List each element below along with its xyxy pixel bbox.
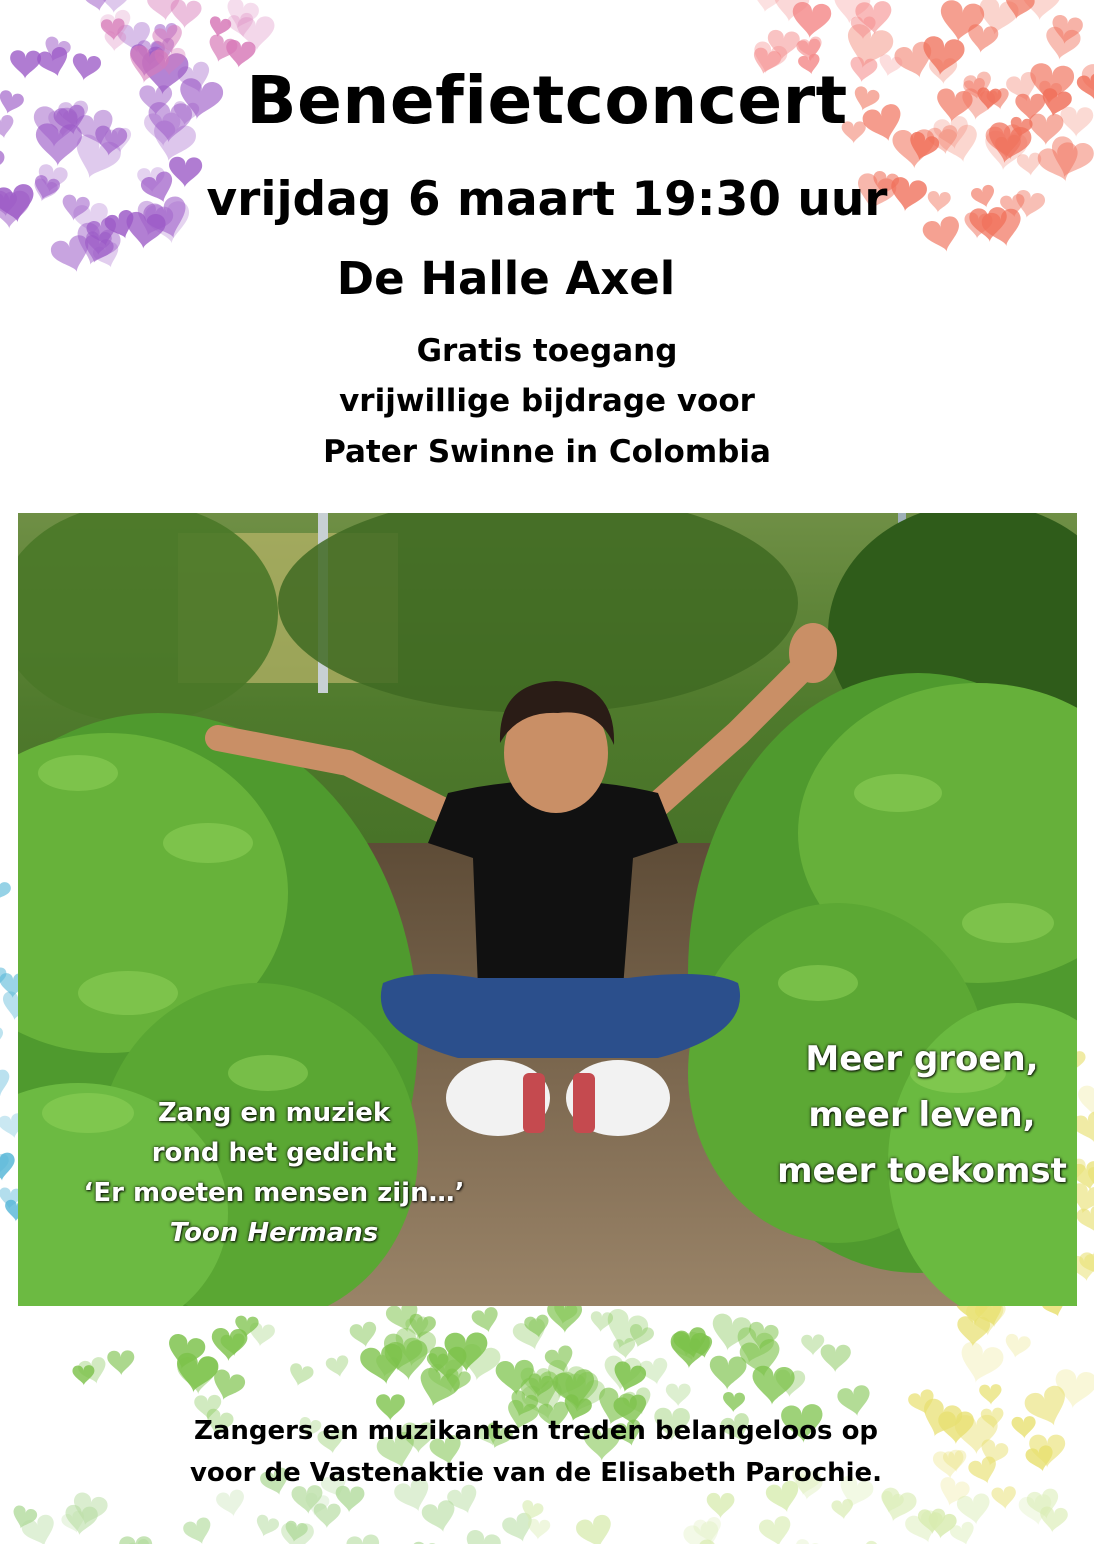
photo-slogan-right: [740, 1031, 1077, 1199]
footer-note: [0, 1410, 1072, 1494]
heart-icon: [470, 1306, 501, 1336]
heart-icon: [325, 1354, 352, 1379]
poem-title: ‘Er moeten mensen zijn…’: [83, 1178, 465, 1208]
heart-icon: [666, 1384, 691, 1407]
heart-icon: [252, 1513, 280, 1540]
heart-icon: [707, 1493, 735, 1518]
beneficiary-text: Pater Swinne in Colombia: [323, 434, 771, 470]
heart-icon: [286, 1362, 315, 1389]
heart-icon: [247, 1322, 275, 1349]
heart-icon: [956, 1492, 993, 1526]
slogan-line: meer toekomst: [777, 1151, 1067, 1191]
poem-author: Toon Hermans: [169, 1218, 379, 1248]
heart-icon: [280, 1522, 314, 1544]
caption-line: rond het gedicht: [151, 1138, 397, 1168]
slogan-line: meer leven,: [808, 1095, 1036, 1135]
heart-icon: [709, 1355, 747, 1390]
heart-icon: [119, 1536, 152, 1544]
photo-child-in-garden: [18, 513, 1077, 1306]
admission-text: Gratis toegang: [416, 333, 678, 369]
heart-icon: [527, 1518, 551, 1540]
heart-icon: [107, 1350, 135, 1376]
event-venue: De Halle Axel: [336, 252, 676, 305]
heart-icon: [574, 1513, 616, 1544]
heart-icon: [758, 1515, 795, 1544]
heart-icon: [1003, 1333, 1032, 1361]
heart-icon: [77, 1356, 111, 1388]
heart-icon: [589, 1311, 613, 1334]
slogan-line: Meer groen,: [805, 1039, 1039, 1079]
heart-icon: [313, 1503, 340, 1528]
heart-icon: [349, 1321, 380, 1350]
photo-caption-left: [54, 1093, 494, 1253]
poster-title: Benefietconcert: [246, 62, 848, 139]
heart-icon: [955, 1340, 1006, 1388]
heart-icon: [791, 1537, 824, 1544]
event-date-time: vrijdag 6 maart 19:30 uur: [206, 172, 888, 227]
heart-icon: [0, 1068, 14, 1100]
caption-line: Zang en muziek: [157, 1098, 391, 1128]
contribution-text: vrijwillige bijdrage voor: [339, 383, 755, 419]
footer-line: voor de Vastenaktie van de Elisabeth Parochie.: [189, 1458, 883, 1488]
heart-icon: [346, 1534, 382, 1544]
heart-icon: [461, 1528, 503, 1544]
footer-line: Zangers en muzikanten treden belangeloos op: [193, 1416, 879, 1446]
heart-icon: [820, 1344, 851, 1373]
heart-icon: [0, 1027, 4, 1050]
heart-icon: [979, 1384, 1002, 1406]
heart-icon: [861, 1539, 891, 1544]
heart-icon: [182, 1516, 216, 1544]
heart-icon: [0, 876, 12, 905]
heart-icon: [1042, 25, 1082, 62]
